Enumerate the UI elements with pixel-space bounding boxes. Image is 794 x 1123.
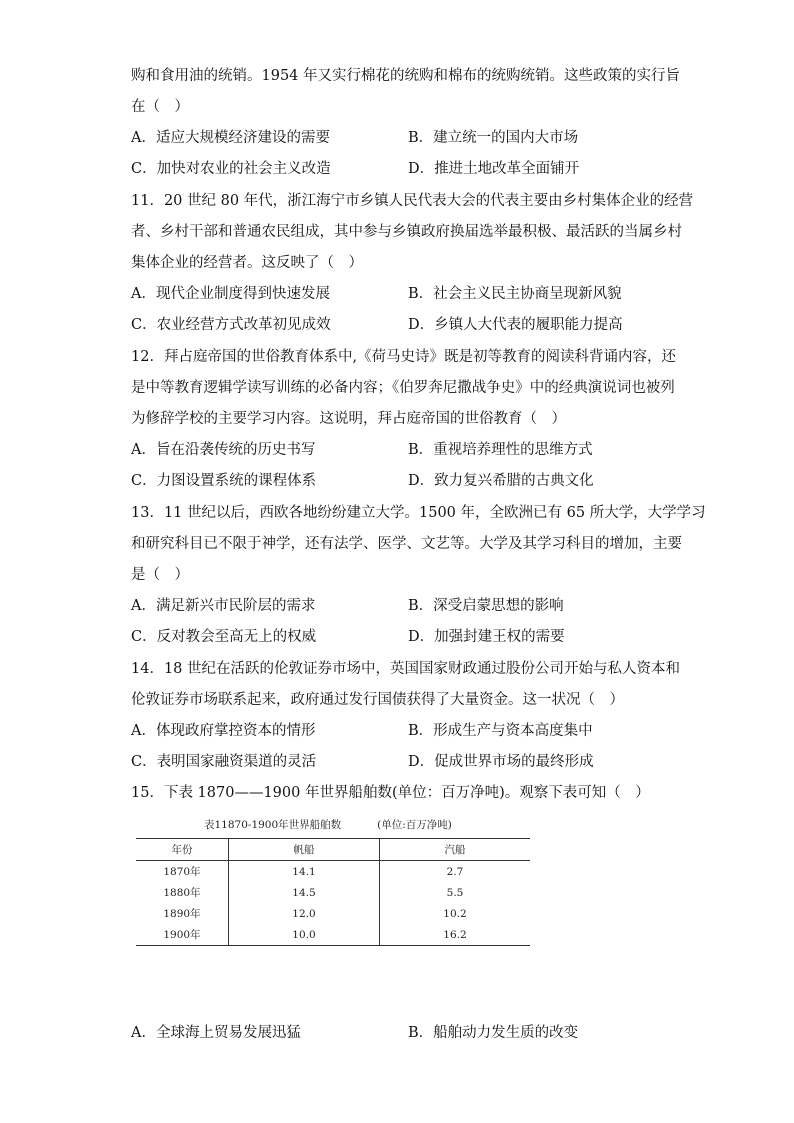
- q13-option-a: A．满足新兴市民阶层的需求: [131, 598, 316, 614]
- header-steamship: 汽船: [380, 839, 531, 861]
- cell-year: 1890年: [163, 908, 201, 920]
- cell-steam: 2.7: [380, 861, 531, 883]
- q15-stem-line-1: 15．下表 1870——1900 年世界船舶数(单位：百万净吨)。观察下表可知（ ）: [131, 785, 650, 801]
- cell-steam: 10.2: [380, 903, 531, 924]
- q14-option-d: D．促成世界市场的最终形成: [408, 754, 594, 770]
- cell-steam: 5.5: [380, 882, 531, 903]
- q10-option-d: D．推进土地改革全面铺开: [408, 161, 580, 177]
- q12-option-b: B．重视培养理性的思维方式: [408, 442, 593, 458]
- table-row: [136, 903, 530, 924]
- table-row: [136, 861, 530, 883]
- q10-option-b: B．建立统一的国内大市场: [408, 130, 579, 146]
- q12-option-a: A．旨在沿袭传统的历史书写: [131, 442, 316, 458]
- table-caption: [204, 817, 452, 832]
- q12-stem-line-3: 为修辞学校的主要学习内容。这说明，拜占庭帝国的世俗教育（ ）: [131, 411, 566, 427]
- q11-option-c: C．农业经营方式改革初见成效: [131, 317, 331, 333]
- q12-option-d: D．致力复兴希腊的古典文化: [408, 473, 594, 489]
- q13-stem-line-2: 和研究科目已不限于神学，还有法学、医学、文艺等。大学及其学习科目的增加，主要: [131, 536, 682, 552]
- q13-option-d: D．加强封建王权的需要: [408, 629, 565, 645]
- table-header-row: [136, 839, 530, 861]
- q13-stem-line-1: 13．11 世纪以后，西欧各地纷纷建立大学。1500 年，全欧洲已有 65 所大学，大学学习: [131, 505, 706, 521]
- q12-stem-line-2: 是中等教育逻辑学读写训练的必备内容；《伯罗奔尼撒战争史》中的经典演说词也被列: [131, 380, 675, 396]
- q11-stem-line-1: 11．20 世纪 80 年代，浙江海宁市乡镇人民代表大会的代表主要由乡村集体企业的经营: [131, 193, 694, 209]
- q12-stem-line-1: 12．拜占庭帝国的世俗教育体系中,《荷马史诗》既是初等教育的阅读科背诵内容，还: [131, 349, 677, 365]
- cell-year: 1870年: [163, 866, 201, 878]
- q14-option-a: A．体现政府掌控资本的情形: [131, 723, 316, 739]
- q11-stem-line-2: 者、乡村干部和普通农民组成，其中参与乡镇政府换届选举最积极、最活跃的当属乡村: [131, 224, 682, 240]
- q11-option-d: D．乡镇人大代表的履职能力提高: [408, 317, 623, 333]
- q14-option-c: C．表明国家融资渠道的灵活: [131, 754, 317, 770]
- q10-option-c: C．加快对农业的社会主义改造: [131, 161, 331, 177]
- cell-sailing: 14.5: [229, 882, 380, 903]
- q15-option-a: A．全球海上贸易发展迅猛: [131, 1025, 301, 1041]
- q15-option-b: B．船舶动力发生质的改变: [408, 1025, 579, 1041]
- q13-stem-line-3: 是（ ）: [131, 567, 189, 583]
- q10-stem-line-1: 购和食用油的统销。1954 年又实行棉花的统购和棉布的统购统销。这些政策的实行旨: [131, 68, 681, 84]
- q13-option-c: C．反对教会至高无上的权威: [131, 629, 317, 645]
- q14-option-b: B．形成生产与资本高度集中: [408, 723, 593, 739]
- cell-steam: 16.2: [380, 924, 531, 946]
- table-row: [136, 924, 530, 946]
- table-caption-title: 表11870-1900年世界船舶数: [204, 819, 342, 831]
- q14-stem-line-1: 14．18 世纪在活跃的伦敦证券市场中，英国国家财政通过股份公司开始与私人资本和: [131, 661, 681, 677]
- header-sailing-ship: 帆船: [229, 839, 380, 861]
- header-year: 年份: [171, 844, 193, 856]
- q14-stem-line-2: 伦敦证券市场联系起来，政府通过发行国债获得了大量资金。这一状况（ ）: [131, 692, 624, 708]
- q13-option-b: B．深受启蒙思想的影响: [408, 598, 564, 614]
- q11-option-a: A．现代企业制度得到快速发展: [131, 286, 330, 302]
- q12-option-c: C．力图设置系统的课程体系: [131, 473, 317, 489]
- q11-option-b: B．社会主义民主协商呈现新风貌: [408, 286, 622, 302]
- q11-stem-line-3: 集体企业的经营者。这反映了（ ）: [131, 255, 363, 271]
- table-caption-unit: (单位:百万净吨): [377, 819, 452, 831]
- table-row: [136, 882, 530, 903]
- cell-sailing: 10.0: [229, 924, 380, 946]
- q10-option-a: A．适应大规模经济建设的需要: [131, 130, 330, 146]
- q10-stem-line-2: 在（ ）: [131, 99, 189, 115]
- cell-year: 1880年: [163, 887, 201, 899]
- cell-sailing: 12.0: [229, 903, 380, 924]
- ship-tonnage-table: [136, 838, 530, 946]
- cell-year: 1900年: [163, 929, 201, 941]
- cell-sailing: 14.1: [229, 861, 380, 883]
